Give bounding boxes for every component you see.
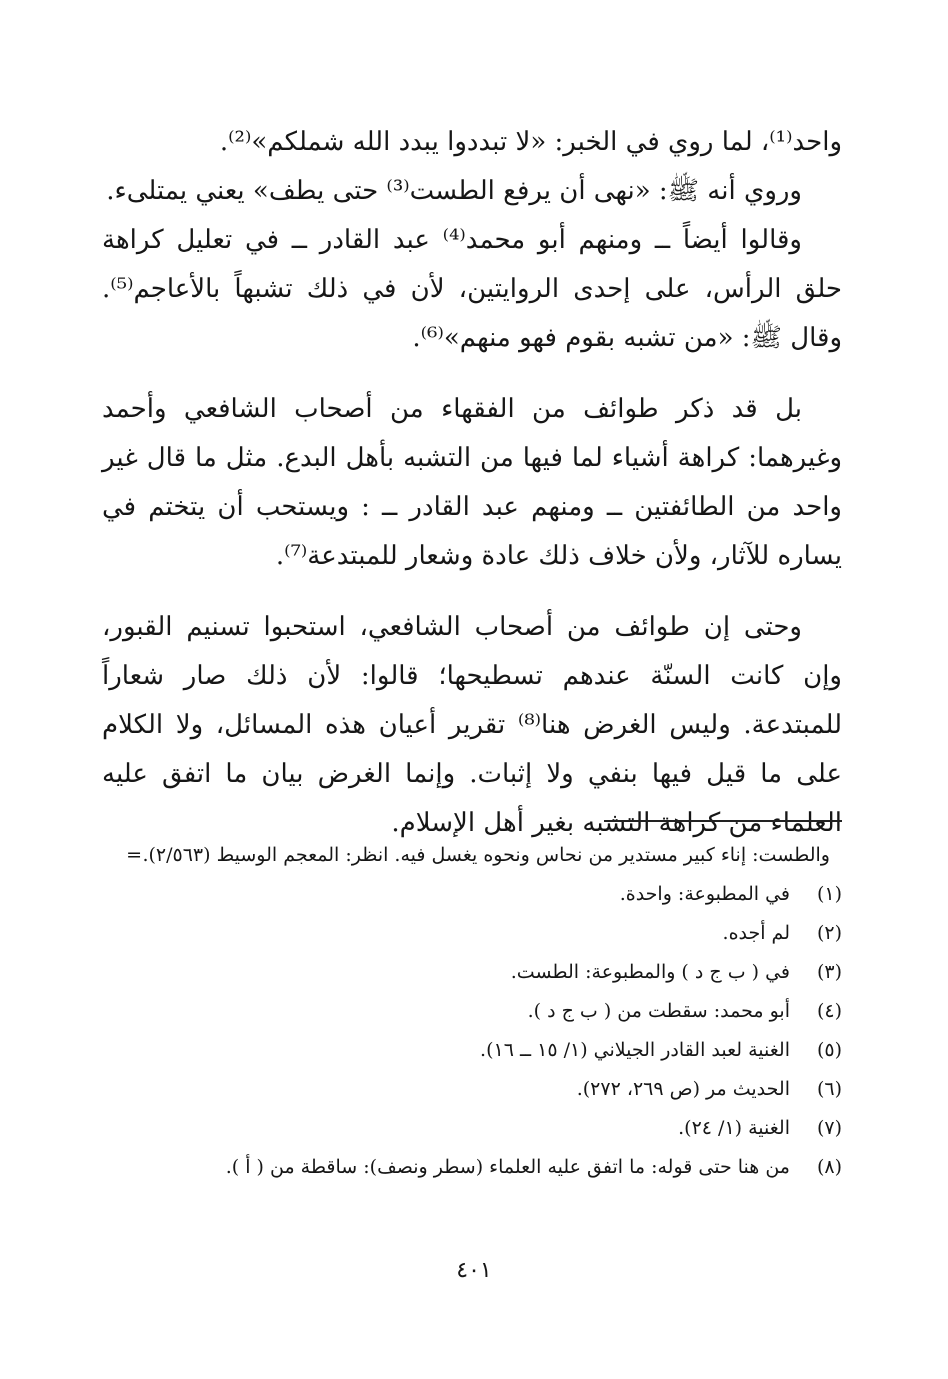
continuation-mark: = <box>126 844 142 866</box>
footnote-8 <box>102 1148 842 1187</box>
footnote-number: (٧) <box>816 1117 842 1139</box>
footnote-number: (١) <box>816 883 842 905</box>
footnote-text: الغنية لعبد القادر الجيلاني (١/ ١٥ ــ ١٦). <box>480 1039 790 1061</box>
footnote-number: (٢) <box>816 922 842 944</box>
footnote-text: الحديث مر (ص ٢٦٩، ٢٧٢). <box>576 1078 790 1100</box>
footnote-number: (٥) <box>816 1039 842 1061</box>
footnote-number: (٣) <box>816 961 842 983</box>
footnote-continuation-text: والطست: إناء كبير مستدير من نحاس ونحوه يغسل فيه. انظر: المعجم الوسيط (٢/٥٦٣). <box>142 844 830 866</box>
paragraph-4: بل قد ذكر طوائف من الفقهاء من أصحاب الشافعي وأحمد وغيرهما: كراهة أشياء لما فيها من التشبه بأهل البدع. مثل ما قال غير واحد من الطائفتين ــ ومنهم عبد القادر ــ : ويستحب أن يتختم في يساره للآثار، ولأن خلاف ذلك عادة وشعار للمبتدعة⁽⁷⁾. <box>102 394 842 571</box>
footnote-continuation <box>102 836 842 875</box>
footnotes <box>102 836 842 1187</box>
footnote-text: في المطبوعة: واحدة. <box>619 883 790 905</box>
footnote-1 <box>102 875 842 914</box>
paragraph-2: وروي أنه ﷺ: «نهى أن يرفع الطست⁽³⁾ حتى يطف» يعني يمتلىء. <box>106 176 802 206</box>
footnote-5 <box>102 1031 842 1070</box>
footnote-6 <box>102 1070 842 1109</box>
footnote-text: لم أجده. <box>722 922 790 944</box>
footnote-7 <box>102 1109 842 1148</box>
footnote-text: الغنية (١/ ٢٤). <box>678 1117 790 1139</box>
paragraph-3: وقالوا أيضاً ــ ومنهم أبو محمد⁽⁴⁾ عبد القادر ــ في تعليل كراهة حلق الرأس، على إحدى الروايتين، لأن في ذلك تشبهاً بالأعاجم⁽⁵⁾. وقال ﷺ: «من تشبه بقوم فهو منهم»⁽⁶⁾. <box>102 225 842 353</box>
footnote-text: من هنا حتى قوله: ما اتفق عليه العلماء (سطر ونصف): ساقطة من ( أ ). <box>225 1156 790 1178</box>
paragraph-1: واحد⁽¹⁾، لما روي في الخبر: «لا تبددوا يبدد الله شملكم»⁽²⁾. <box>219 127 842 157</box>
footnote-4 <box>102 992 842 1031</box>
paragraph-5: وحتى إن طوائف من أصحاب الشافعي، استحبوا تسنيم القبور، وإن كانت السنّة عندهم تسطيحها؛ قالوا: لأن ذلك صار شعاراً للمبتدعة. وليس الغرض هنا⁽⁸⁾ تقرير أعيان هذه المسائل، ولا الكلام على ما قيل فيها بنفي ولا إثبات. وإنما الغرض بيان ما اتفق عليه العلماء من كراهة التشبه بغير أهل الإسلام. <box>102 612 843 838</box>
footnote-text: في ( ب ج د ) والمطبوعة: الطست. <box>510 961 790 983</box>
main-text <box>102 118 842 848</box>
footnote-number: (٨) <box>816 1156 842 1178</box>
footnote-3 <box>102 953 842 992</box>
page-number: ٤٠١ <box>456 1258 492 1283</box>
footnote-separator <box>604 820 842 822</box>
footnote-number: (٤) <box>816 1000 842 1022</box>
footnote-2 <box>102 914 842 953</box>
footnote-text: أبو محمد: سقطت من ( ب ج د ). <box>527 1000 790 1022</box>
footnote-number: (٦) <box>816 1078 842 1100</box>
